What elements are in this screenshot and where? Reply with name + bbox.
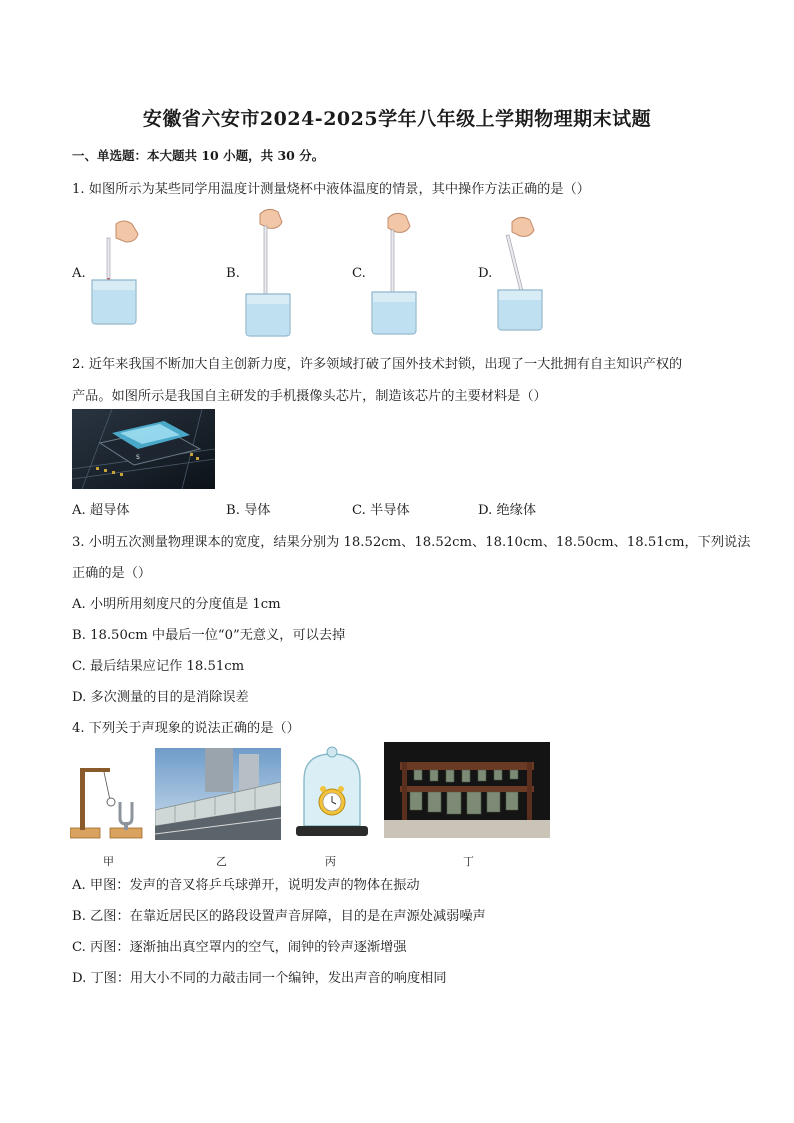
q1-label-d: D.: [478, 266, 493, 281]
page-title: 安徽省六安市2024-2025学年八年级上学期物理期末试题: [142, 108, 652, 130]
tuning-fork-figure: [70, 764, 144, 840]
q2-option-d[interactable]: D. 绝缘体: [478, 503, 537, 518]
beaker-figure-d: [492, 214, 548, 334]
caption-ding: 丁: [463, 855, 474, 868]
q3-option-c[interactable]: C. 最后结果应记作 18.51cm: [72, 659, 245, 674]
q1-label-c: C.: [352, 266, 366, 281]
q4-option-d[interactable]: D. 丁图：用大小不同的力敲击同一个编钟，发出声音的响度相同: [72, 971, 447, 986]
q4-option-a[interactable]: A. 甲图：发声的音叉将乒乓球弹开，说明发声的物体在振动: [72, 878, 420, 893]
caption-bing: 丙: [325, 855, 336, 868]
q2-option-a[interactable]: A. 超导体: [72, 503, 130, 518]
section-heading: 一、单选题：本大题共 10 小题，共 30 分。: [72, 148, 325, 163]
q3-option-a[interactable]: A. 小明所用刻度尺的分度值是 1cm: [72, 597, 281, 612]
q3-option-b[interactable]: B. 18.50cm 中最后一位“0”无意义，可以去掉: [72, 628, 346, 643]
caption-yi: 乙: [216, 855, 227, 868]
q2-stem-line2: 产品。如图所示是我国自主研发的手机摄像头芯片，制造该芯片的主要材料是（）: [72, 389, 547, 404]
q4-stem: 4. 下列关于声现象的说法正确的是（）: [72, 721, 300, 736]
q3-option-d[interactable]: D. 多次测量的目的是消除误差: [72, 690, 249, 705]
beaker-figure-b: [240, 206, 296, 338]
q2-stem-line1: 2. 近年来我国不断加大自主创新力度，许多领域打破了国外技术封锁，出现了一大批拥有自主知识产权的: [72, 357, 683, 372]
noise-barrier-photo: [155, 748, 281, 840]
camera-chip-image: [72, 409, 215, 489]
caption-jia: 甲: [103, 855, 114, 868]
q4-option-c[interactable]: C. 丙图：逐渐抽出真空罩内的空气，闹钟的铃声逐渐增强: [72, 940, 407, 955]
chime-bells-photo: [384, 742, 550, 838]
bell-jar-figure: [294, 744, 370, 840]
q4-option-b[interactable]: B. 乙图：在靠近居民区的路段设置声音屏障，目的是在声源处减弱噪声: [72, 909, 486, 924]
beaker-figure-c: [366, 210, 422, 336]
q3-stem-line1: 3. 小明五次测量物理课本的宽度，结果分别为 18.52cm、18.52cm、18.10cm、18.50cm、18.51cm，下列说法: [72, 535, 751, 550]
q1-label-a: A.: [72, 266, 86, 281]
svg-text:S: S: [136, 454, 140, 461]
beaker-figure-a: [86, 218, 142, 326]
q2-option-c[interactable]: C. 半导体: [352, 503, 410, 518]
q1-label-b: B.: [226, 266, 240, 281]
q3-stem-line2: 正确的是（）: [72, 566, 152, 581]
q2-option-b[interactable]: B. 导体: [226, 503, 271, 518]
q1-stem: 1. 如图所示为某些同学用温度计测量烧杯中液体温度的情景，其中操作方法正确的是（）: [72, 182, 590, 197]
